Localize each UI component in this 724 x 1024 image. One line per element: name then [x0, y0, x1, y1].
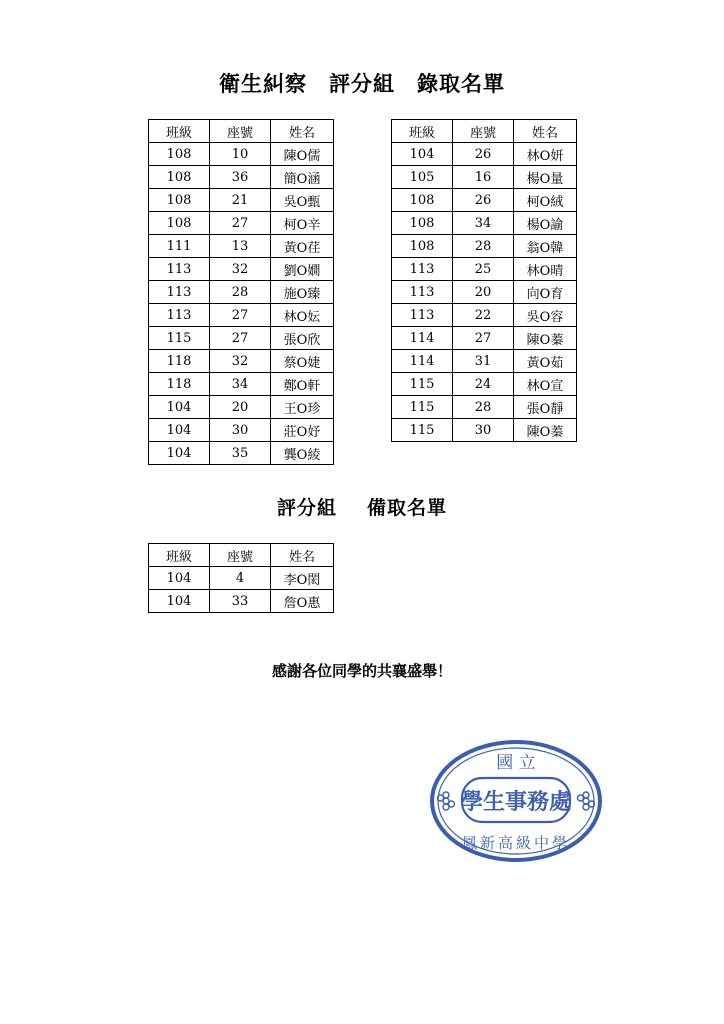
admitted-table-left — [148, 119, 334, 465]
table-row — [149, 373, 334, 396]
cell-class: 108 — [392, 235, 453, 258]
cell-class: 115 — [149, 327, 210, 350]
cell-seat: 30 — [210, 419, 271, 442]
cell-seat: 31 — [453, 350, 514, 373]
cell-name: 黃O茹 — [514, 350, 577, 373]
cell-seat: 32 — [210, 258, 271, 281]
cell-name: 王O珍 — [271, 396, 334, 419]
cell-class: 104 — [149, 419, 210, 442]
page-title — [0, 68, 724, 98]
cell-name: 吳O甄 — [271, 189, 334, 212]
cell-seat: 13 — [210, 235, 271, 258]
cell-name: 林O妍 — [514, 143, 577, 166]
cell-seat: 34 — [453, 212, 514, 235]
cell-name: 楊O諭 — [514, 212, 577, 235]
cell-name: 莊O妤 — [271, 419, 334, 442]
column-header-name: 姓名 — [514, 120, 577, 143]
cell-class: 108 — [392, 189, 453, 212]
cell-seat: 24 — [453, 373, 514, 396]
table-row — [149, 350, 334, 373]
cell-class: 108 — [149, 166, 210, 189]
table-row — [392, 212, 577, 235]
column-header-class: 班級 — [392, 120, 453, 143]
cell-name: 簡O涵 — [271, 166, 334, 189]
cell-name: 柯O辛 — [271, 212, 334, 235]
cell-seat: 26 — [453, 189, 514, 212]
table-row — [392, 350, 577, 373]
table-row — [149, 258, 334, 281]
admitted-table-right — [391, 119, 577, 442]
column-header-seat: 座號 — [210, 544, 271, 567]
table-row — [149, 419, 334, 442]
seal-center-text: 學生事務處 — [460, 789, 572, 815]
table-row — [149, 189, 334, 212]
cell-name: 陳O蓁 — [514, 419, 577, 442]
cell-name: 蔡O婕 — [271, 350, 334, 373]
cell-seat: 27 — [210, 304, 271, 327]
table-header-row — [149, 544, 334, 567]
cell-seat: 28 — [453, 235, 514, 258]
cell-class: 108 — [149, 212, 210, 235]
seal-top-text: 國 立 — [496, 753, 536, 773]
table-row — [149, 235, 334, 258]
table-row — [392, 235, 577, 258]
cell-class: 113 — [149, 281, 210, 304]
cell-name: 張O欣 — [271, 327, 334, 350]
table-row — [149, 567, 334, 590]
cell-name: 吳O容 — [514, 304, 577, 327]
cell-name: 林O晴 — [514, 258, 577, 281]
cell-name: 施O臻 — [271, 281, 334, 304]
table-row — [392, 258, 577, 281]
cell-name: 林O宣 — [514, 373, 577, 396]
cell-name: 林O妘 — [271, 304, 334, 327]
cell-seat: 30 — [453, 419, 514, 442]
waitlist-title-part-1: 評分組 — [276, 497, 337, 519]
table-row — [392, 396, 577, 419]
table-row — [149, 327, 334, 350]
cell-seat: 20 — [210, 396, 271, 419]
cell-class: 115 — [392, 396, 453, 419]
cell-name: 張O靜 — [514, 396, 577, 419]
cell-seat: 16 — [453, 166, 514, 189]
cell-class: 105 — [392, 166, 453, 189]
cell-seat: 25 — [453, 258, 514, 281]
waitlist-title — [0, 493, 724, 520]
cell-class: 108 — [149, 189, 210, 212]
title-part-2: 評分組 — [329, 71, 395, 96]
left-plum-blossom-icon — [438, 792, 455, 810]
cell-seat: 35 — [210, 442, 271, 465]
cell-name: 詹O惠 — [271, 590, 334, 613]
cell-seat: 28 — [210, 281, 271, 304]
cell-seat: 21 — [210, 189, 271, 212]
cell-name: 陳O儒 — [271, 143, 334, 166]
cell-name: 翁O韓 — [514, 235, 577, 258]
table-row — [392, 189, 577, 212]
cell-name: 陳O蓁 — [514, 327, 577, 350]
cell-seat: 27 — [210, 212, 271, 235]
table-row — [392, 281, 577, 304]
cell-seat: 27 — [453, 327, 514, 350]
cell-class: 113 — [392, 304, 453, 327]
office-seal — [428, 738, 604, 864]
cell-class: 108 — [392, 212, 453, 235]
cell-name: 李O閎 — [271, 567, 334, 590]
cell-class: 111 — [149, 235, 210, 258]
table-row — [149, 166, 334, 189]
waitlist-title-part-2: 備取名單 — [367, 497, 448, 519]
cell-class: 113 — [149, 304, 210, 327]
cell-seat: 36 — [210, 166, 271, 189]
cell-seat: 22 — [453, 304, 514, 327]
cell-name: 楊O量 — [514, 166, 577, 189]
table-row — [149, 143, 334, 166]
cell-class: 118 — [149, 373, 210, 396]
table-row — [149, 212, 334, 235]
title-part-3: 錄取名單 — [417, 71, 505, 96]
column-header-class: 班級 — [149, 120, 210, 143]
cell-name: 黃O荏 — [271, 235, 334, 258]
cell-class: 104 — [149, 396, 210, 419]
cell-seat: 32 — [210, 350, 271, 373]
cell-class: 114 — [392, 350, 453, 373]
cell-class: 113 — [392, 258, 453, 281]
column-header-class: 班級 — [149, 544, 210, 567]
cell-name: 劉O嫺 — [271, 258, 334, 281]
cell-name: 鄭O軒 — [271, 373, 334, 396]
cell-seat: 10 — [210, 143, 271, 166]
table-row — [149, 590, 334, 613]
cell-seat: 4 — [210, 567, 271, 590]
table-row — [149, 396, 334, 419]
cell-name: 向O育 — [514, 281, 577, 304]
table-row — [149, 442, 334, 465]
seal-bottom-text: 鳳新高級中學 — [461, 834, 571, 852]
table-row — [392, 304, 577, 327]
table-header-row — [392, 120, 577, 143]
cell-seat: 27 — [210, 327, 271, 350]
title-part-1: 衛生糾察 — [219, 71, 307, 96]
table-row — [149, 281, 334, 304]
cell-class: 104 — [149, 567, 210, 590]
thanks-message: 感謝各位同學的共襄盛舉！ — [271, 662, 452, 680]
cell-class: 104 — [149, 590, 210, 613]
cell-class: 104 — [392, 143, 453, 166]
table-row — [392, 143, 577, 166]
waitlist-table — [148, 543, 334, 613]
cell-class: 115 — [392, 373, 453, 396]
cell-class: 118 — [149, 350, 210, 373]
table-row — [392, 327, 577, 350]
cell-seat: 34 — [210, 373, 271, 396]
column-header-seat: 座號 — [453, 120, 514, 143]
table-row — [392, 166, 577, 189]
table-header-row — [149, 120, 334, 143]
right-plum-blossom-icon — [578, 792, 595, 810]
column-header-name: 姓名 — [271, 120, 334, 143]
cell-seat: 33 — [210, 590, 271, 613]
table-row — [392, 419, 577, 442]
cell-class: 108 — [149, 143, 210, 166]
cell-class: 113 — [392, 281, 453, 304]
cell-seat: 26 — [453, 143, 514, 166]
table-row — [392, 373, 577, 396]
cell-name: 龔O綾 — [271, 442, 334, 465]
cell-name: 柯O絨 — [514, 189, 577, 212]
column-header-seat: 座號 — [210, 120, 271, 143]
table-row — [149, 304, 334, 327]
cell-seat: 28 — [453, 396, 514, 419]
column-header-name: 姓名 — [271, 544, 334, 567]
cell-class: 113 — [149, 258, 210, 281]
cell-class: 104 — [149, 442, 210, 465]
cell-class: 114 — [392, 327, 453, 350]
cell-seat: 20 — [453, 281, 514, 304]
cell-class: 115 — [392, 419, 453, 442]
